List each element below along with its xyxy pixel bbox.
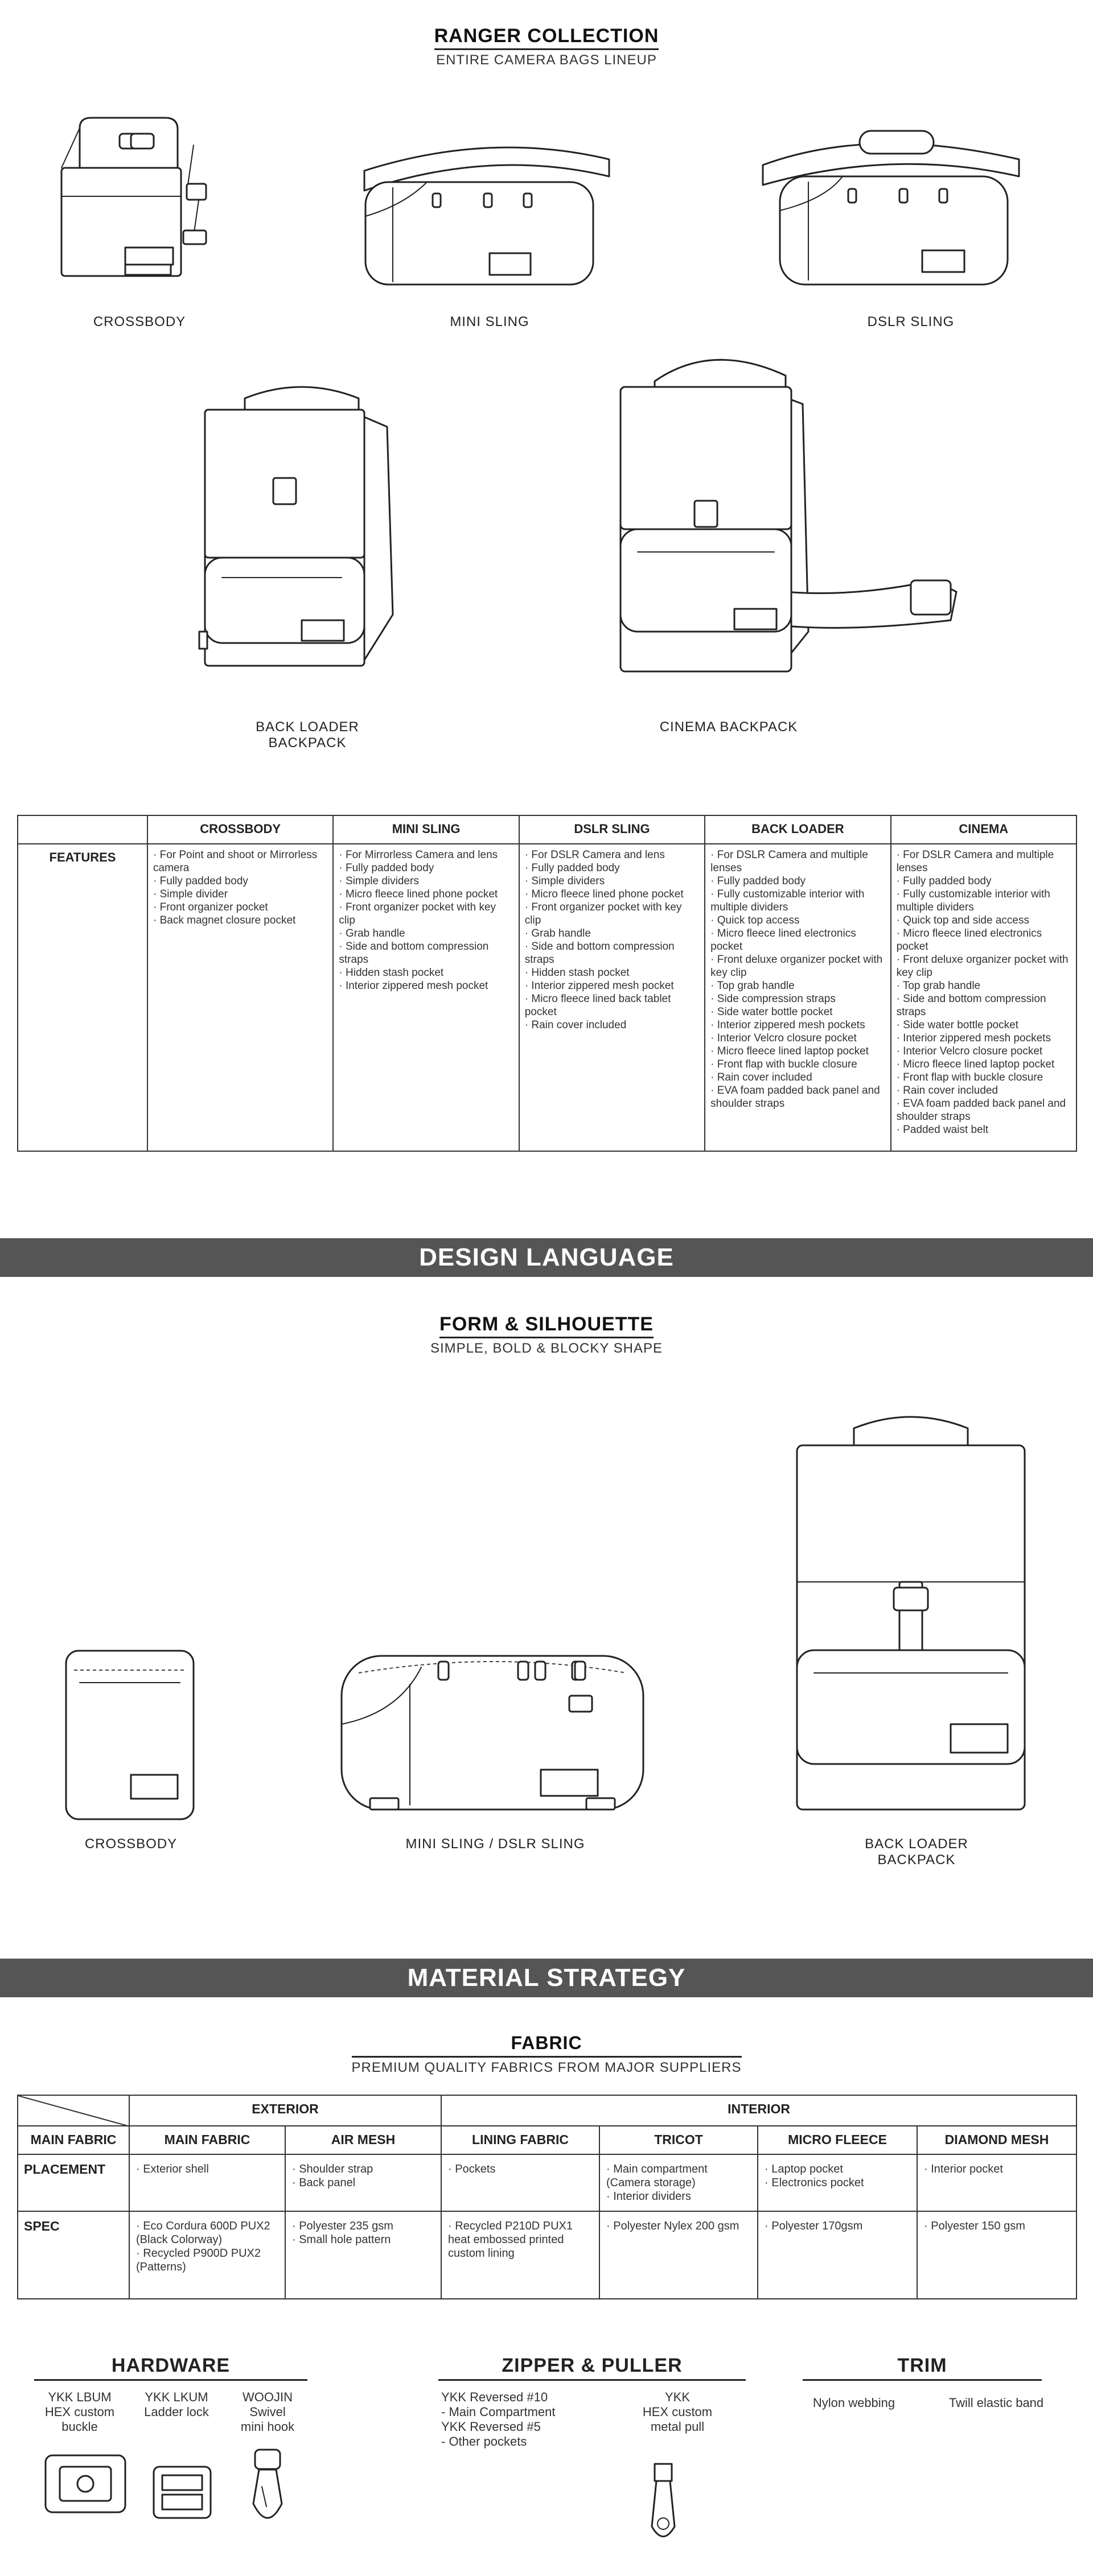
list-item: · Micro fleece lined laptop pocket [710, 1045, 885, 1058]
list-item: · Fully padded body [897, 875, 1071, 888]
features-header-mini-sling: MINI SLING [333, 815, 519, 844]
puller-spec: YKK HEX custom metal pull [642, 2390, 713, 2434]
list-item: · Micro fleece lined electronics pocket [710, 927, 885, 953]
group-exterior: EXTERIOR [129, 2095, 441, 2126]
spec-lining [442, 2212, 598, 2267]
features-header-crossbody: CROSSBODY [147, 815, 333, 844]
fabric-corner [18, 2095, 129, 2126]
trim-section [803, 2355, 1042, 2381]
design-caption-back-loader: BACK LOADER BACKPACK [865, 1836, 968, 1868]
list-item: · Fully customizable interior with multiple dividers [897, 888, 1071, 914]
design-caption-sling: MINI SLING / DSLR SLING [405, 1836, 585, 1852]
trim-title: TRIM [897, 2355, 947, 2376]
list-item: · Quick top access [710, 914, 885, 927]
list-item: · Front organizer pocket [153, 901, 327, 914]
list-item: · Side and bottom compression straps [525, 940, 699, 966]
collection-header [0, 25, 1093, 68]
features-header-back-loader: BACK LOADER [705, 815, 890, 844]
list-item: · Rain cover included [710, 1071, 885, 1084]
list-item: · Recycled P900D PUX2 (Patterns) [136, 2247, 278, 2274]
list-item: · Laptop pocket [765, 2162, 910, 2176]
hardware-item-swivel-hook: WOOJIN Swivel mini hook [240, 2390, 295, 2434]
list-item: · Interior zippered mesh pocket [525, 979, 699, 992]
list-item: · Small hole pattern [292, 2233, 434, 2247]
buckle-icon [43, 2453, 128, 2515]
group-interior: INTERIOR [441, 2095, 1076, 2126]
back-loader-drawing [194, 376, 421, 694]
list-item: · Shoulder strap [292, 2162, 434, 2176]
list-item: · Fully padded body [339, 862, 513, 875]
list-item: · Fully customizable interior with multiple dividers [710, 888, 885, 914]
spec-diamond-mesh [918, 2212, 1075, 2240]
design-title: FORM & SILHOUETTE [439, 1313, 654, 1338]
spec-main [130, 2212, 284, 2281]
list-item: · Exterior shell [136, 2162, 278, 2176]
list-item: · Simple dividers [339, 875, 513, 888]
features-list-cinema [892, 845, 1075, 1140]
list-item: · For DSLR Camera and multiple lenses [897, 848, 1071, 875]
design-header [0, 1313, 1093, 1357]
zipper-section [438, 2355, 746, 2381]
design-caption-crossbody: CROSSBODY [84, 1836, 178, 1852]
list-item: · Recycled P210D PUX1 heat embossed printed custom lining [448, 2219, 593, 2260]
hardware-item-buckle: YKK LBUM HEX custom buckle [44, 2390, 115, 2434]
dslr-sling-drawing [757, 114, 1030, 290]
spec-air-mesh [286, 2212, 440, 2253]
zipper-pull-icon [640, 2458, 686, 2549]
list-item: · Front deluxe organizer pocket with key clip [710, 953, 885, 979]
fabric-table [17, 2095, 1077, 2299]
list-item: · Eco Cordura 600D PUX2 (Black Colorway) [136, 2219, 278, 2247]
list-item: · Micro fleece lined back tablet pocket [525, 992, 699, 1019]
list-item: · EVA foam padded back panel and shoulder straps [710, 1084, 885, 1110]
lineup-caption-back-loader: BACK LOADER BACKPACK [256, 719, 359, 751]
features-list-mini-sling [334, 845, 517, 996]
list-item: · Side and bottom compression straps [339, 940, 513, 966]
sling-silhouette [336, 1650, 649, 1821]
ladder-lock-icon [151, 2464, 213, 2521]
design-language-banner: DESIGN LANGUAGE [0, 1238, 1093, 1277]
design-subtitle: SIMPLE, BOLD & BLOCKY SHAPE [430, 1341, 663, 1356]
list-item: · Interior dividers [606, 2190, 751, 2203]
list-item: · EVA foam padded back panel and shoulder straps [897, 1097, 1071, 1123]
zipper-spec: YKK Reversed #10 - Main Compartment YKK Reversed #5 - Other pockets [441, 2390, 556, 2449]
hardware-title: HARDWARE [111, 2355, 231, 2376]
placement-air-mesh [286, 2155, 440, 2196]
fabric-header-diamond-mesh: DIAMOND MESH [917, 2126, 1076, 2154]
list-item: · Electronics pocket [765, 2176, 910, 2190]
back-loader-silhouette [791, 1394, 1030, 1815]
material-strategy-banner: MATERIAL STRATEGY [0, 1959, 1093, 1997]
fabric-header-lining: LINING FABRIC [441, 2126, 599, 2154]
list-item: · Micro fleece lined electronics pocket [897, 927, 1071, 953]
trim-item-webbing: Nylon webbing [812, 2396, 895, 2410]
list-item: · Polyester 150 gsm [924, 2219, 1070, 2233]
list-item: · For DSLR Camera and lens [525, 848, 699, 862]
placement-main [130, 2155, 284, 2183]
placement-micro-fleece [759, 2155, 916, 2196]
list-item: · Interior pocket [924, 2162, 1070, 2176]
list-item: · For Mirrorless Camera and lens [339, 848, 513, 862]
features-header-cinema: CINEMA [891, 815, 1076, 844]
list-item: · Side water bottle pocket [897, 1019, 1071, 1032]
list-item: · Pockets [448, 2162, 593, 2176]
list-item: · Micro fleece lined laptop pocket [897, 1058, 1071, 1071]
list-item: · Quick top and side access [897, 914, 1071, 927]
collection-subtitle: ENTIRE CAMERA BAGS LINEUP [436, 52, 657, 68]
list-item: · Side water bottle pocket [710, 1005, 885, 1019]
list-item: · Rain cover included [897, 1084, 1071, 1097]
hardware-section [34, 2355, 307, 2381]
spec-micro-fleece [759, 2212, 916, 2240]
placement-lining [442, 2155, 598, 2183]
spec-tricot [601, 2212, 757, 2240]
list-item: · Simple divider [153, 888, 327, 901]
list-item: · Front organizer pocket with key clip [525, 901, 699, 927]
fabric-row-header: MAIN FABRIC [18, 2126, 129, 2154]
lineup-caption-cinema: CINEMA BACKPACK [659, 719, 798, 735]
fabric-header-air-mesh: AIR MESH [285, 2126, 441, 2154]
list-item: · Fully padded body [710, 875, 885, 888]
list-item: · Main compartment (Camera storage) [606, 2162, 751, 2190]
swivel-hook-icon [239, 2447, 296, 2532]
list-item: · Polyester 170gsm [765, 2219, 910, 2233]
hardware-item-ladder-lock: YKK LKUM Ladder lock [144, 2390, 209, 2419]
list-item: · Grab handle [525, 927, 699, 940]
features-row-label: FEATURES [18, 844, 147, 1151]
cinema-backpack-drawing [615, 341, 1013, 694]
list-item: · Interior Velcro closure pocket [710, 1032, 885, 1045]
list-item: · Back magnet closure pocket [153, 914, 327, 927]
list-item: · For Point and shoot or Mirrorless camera [153, 848, 327, 875]
list-item: · Polyester Nylex 200 gsm [606, 2219, 751, 2233]
list-item: · Interior zippered mesh pocket [339, 979, 513, 992]
collection-title: RANGER COLLECTION [434, 25, 659, 50]
list-item: · Front flap with buckle closure [897, 1071, 1071, 1084]
list-item: · Front flap with buckle closure [710, 1058, 885, 1071]
features-header-dslr-sling: DSLR SLING [519, 815, 705, 844]
list-item: · Simple dividers [525, 875, 699, 888]
list-item: · Front organizer pocket with key clip [339, 901, 513, 927]
placement-diamond-mesh [918, 2155, 1075, 2183]
lineup-caption-crossbody: CROSSBODY [93, 314, 186, 329]
list-item: · Top grab handle [710, 979, 885, 992]
features-corner [18, 815, 147, 844]
lineup-caption-mini-sling: MINI SLING [450, 314, 529, 329]
list-item: · Interior Velcro closure pocket [897, 1045, 1071, 1058]
list-item: · Hidden stash pocket [339, 966, 513, 979]
list-item: · Rain cover included [525, 1019, 699, 1032]
list-item: · Hidden stash pocket [525, 966, 699, 979]
features-table [17, 815, 1077, 1152]
fabric-subtitle: PREMIUM QUALITY FABRICS FROM MAJOR SUPPLIERS [352, 2056, 742, 2076]
list-item: · Polyester 235 gsm [292, 2219, 434, 2233]
list-item: · Interior zippered mesh pockets [710, 1019, 885, 1032]
fabric-title: FABRIC [511, 2033, 582, 2053]
list-item: · Back panel [292, 2176, 434, 2190]
features-list-back-loader [706, 845, 889, 1114]
zipper-title: ZIPPER & PULLER [502, 2355, 683, 2376]
placement-tricot [601, 2155, 757, 2210]
fabric-header [0, 2033, 1093, 2076]
list-item: · Micro fleece lined phone pocket [525, 888, 699, 901]
list-item: · Padded waist belt [897, 1123, 1071, 1136]
list-item: · Interior zippered mesh pockets [897, 1032, 1071, 1045]
fabric-header-main: MAIN FABRIC [129, 2126, 285, 2154]
list-item: · Side and bottom compression straps [897, 992, 1071, 1019]
list-item: · Side compression straps [710, 992, 885, 1005]
list-item: · Grab handle [339, 927, 513, 940]
fabric-header-tricot: TRICOT [599, 2126, 758, 2154]
lineup-caption-dslr-sling: DSLR SLING [867, 314, 955, 329]
crossbody-silhouette [63, 1647, 199, 1824]
list-item: · Fully padded body [153, 875, 327, 888]
placement-label: PLACEMENT [18, 2154, 129, 2211]
fabric-header-micro-fleece: MICRO FLEECE [758, 2126, 917, 2154]
features-list-dslr-sling [520, 845, 704, 1035]
list-item: · Front deluxe organizer pocket with key clip [897, 953, 1071, 979]
features-list-crossbody [149, 845, 332, 930]
list-item: · Top grab handle [897, 979, 1071, 992]
mini-sling-drawing [353, 137, 626, 290]
spec-label: SPEC [18, 2211, 129, 2299]
list-item: · For DSLR Camera and multiple lenses [710, 848, 885, 875]
list-item: · Fully padded body [525, 862, 699, 875]
list-item: · Micro fleece lined phone pocket [339, 888, 513, 901]
crossbody-drawing [57, 111, 228, 299]
trim-item-elastic: Twill elastic band [948, 2396, 1044, 2410]
